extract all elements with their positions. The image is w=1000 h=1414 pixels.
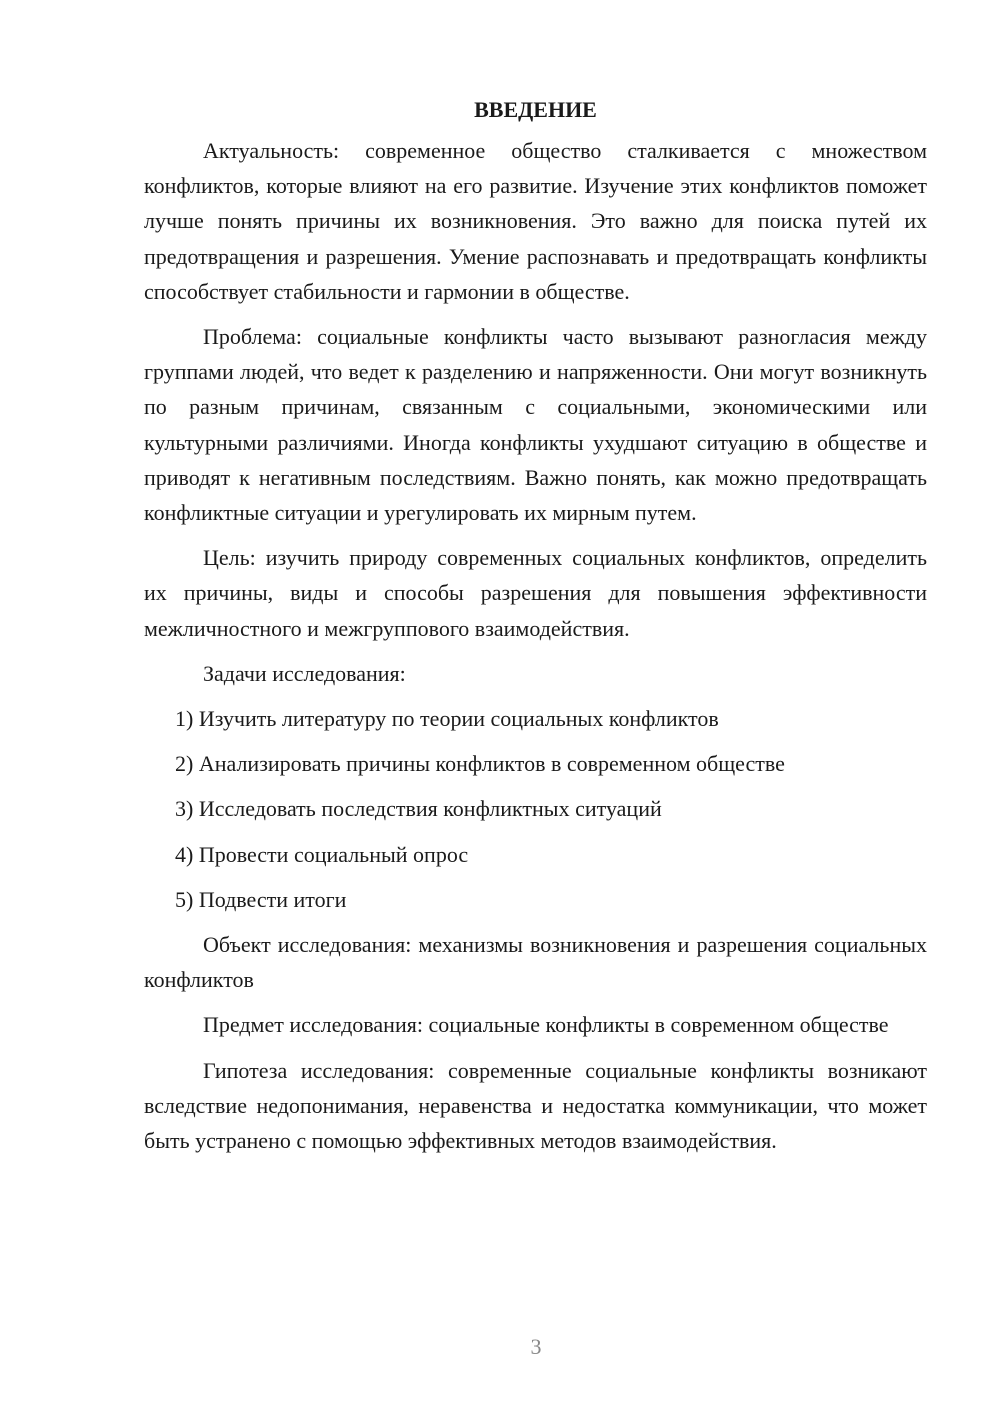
paragraph-object: Объект исследования: механизмы возникновения и разрешения социальных конфликтов: [144, 932, 927, 993]
tasks-heading: Задачи исследования:: [203, 660, 406, 686]
paragraph-subject: Предмет исследования: социальные конфликты в современном обществе: [203, 1012, 889, 1038]
task-item: 4) Провести социальный опрос: [175, 841, 469, 867]
page-number: 3: [530, 1334, 542, 1359]
task-item: 2) Анализировать причины конфликтов в современном обществе: [175, 751, 785, 777]
paragraph-problem: Проблема: социальные конфликты часто вызывают разногласия между группами людей, что ведет к разделению и напряженности. Они могут возникнуть по разным причинам, связанным с социальными, экономическими или культурными различиями. Иногда конфликты ухудшают ситуацию в обществе и приводят к негативным последствиям. Важно понять, как можно предотвращать конфликтные ситуации и урегулировать их мирным путем.: [144, 324, 927, 526]
task-item: 1) Изучить литературу по теории социальных конфликтов: [175, 706, 719, 732]
paragraph-hypothesis: Гипотеза исследования: современные социальные конфликты возникают вследствие недопонимания, неравенства и недостатка коммуникации, что может быть устранено с помощью эффективных методов взаимодействия.: [144, 1057, 927, 1154]
paragraph-goal: Цель: изучить природу современных социальных конфликтов, определить их причины, виды и способы разрешения для повышения эффективности межличностного и межгруппового взаимодействия.: [144, 545, 927, 641]
task-item: 5) Подвести итоги: [175, 886, 347, 912]
paragraph-relevance: Актуальность: современное общество сталкивается с множеством конфликтов, которые влияют на его развитие. Изучение этих конфликтов поможет лучше понять причины их возникновения. Это важно для поиска путей их предотвращения и разрешения. Умение распознавать и предотвращать конфликты способствует стабильности и гармонии в обществе.: [144, 138, 927, 304]
task-item: 3) Исследовать последствия конфликтных ситуаций: [175, 796, 662, 822]
page-title: ВВЕДЕНИЕ: [474, 97, 597, 122]
task-list: [144, 701, 927, 917]
page-content: [144, 92, 927, 1168]
